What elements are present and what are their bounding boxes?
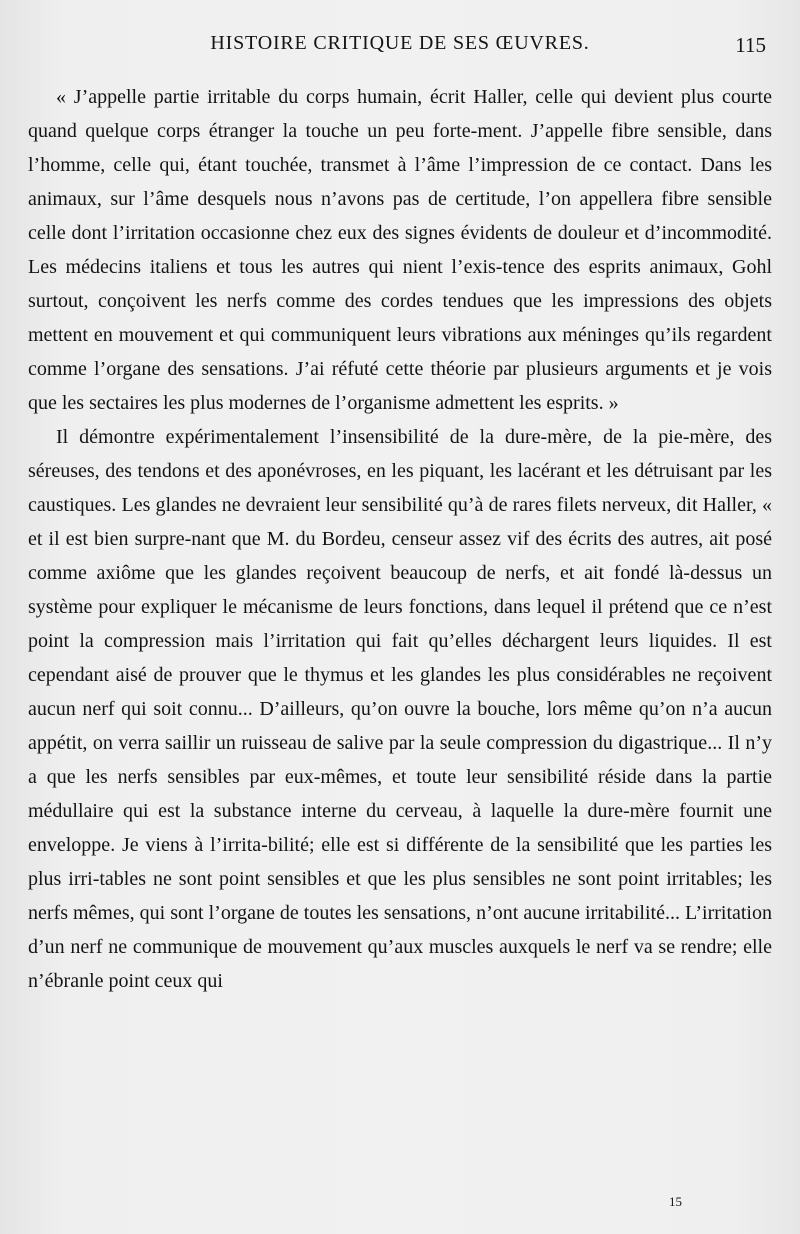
running-title: HISTOIRE CRITIQUE DE SES ŒUVRES. — [210, 32, 590, 54]
page-number: 115 — [735, 33, 766, 57]
signature-mark: 15 — [669, 1194, 682, 1209]
body-paragraph: Il démontre expérimentalement l’insensibilité de la dure-mère, de la pie-mère, des séreuses, des tendons et des aponévroses, en les piquant, les lacérant et les détruisant par les caustiques. Les glandes ne devraient leur sensibilité qu’à de rares filets nerveux, dit Haller, « et il est bien surpre-nant que M. du Bordeu, censeur assez vif des écrits des autres, ait posé comme axiôme que les glandes reçoivent beaucoup de nerfs, et ait fondé là-dessus un système pour expliquer le mécanisme de leurs fonctions, dans lequel il prétend que ce n’est point la compression mais l’irritation qui fait qu’elles déchargent leurs liquides. Il est cependant aisé de prouver que le thymus et les glandes les plus considérables ne reçoivent aucun nerf qui soit connu... D’ailleurs, qu’on ouvre la bouche, lors même qu’on n’a aucun appétit, on verra saillir un ruisseau de salive par la seule compression du digastrique... Il n’y a que les nerfs sensibles par eux-mêmes, et toute leur sensibilité réside dans la partie médullaire qui est la substance interne du cerveau, à laquelle la dure-mère fournit une enveloppe. Je viens à l’irrita-bilité; elle est si différente de la sensibilité que les parties les plus irri-tables ne sont point sensibles et que les plus sensibles ne sont point irritables; les nerfs mêmes, qui sont l’organe de toutes les sensations, n’ont aucune irritabilité... L’irritation d’un nerf ne communique de mouvement qu’aux muscles auxquels le nerf va se rendre; elle n’ébranle point ceux qui — [28, 426, 772, 992]
text-block — [28, 80, 772, 998]
quoted-paragraph: « J’appelle partie irritable du corps humain, écrit Haller, celle qui devient plus courte quand quelque corps étranger la touche un peu forte-ment. J’appelle fibre sensible, dans l’homme, celle qui, étant touchée, transmet à l’âme l’impression de ce contact. Dans les animaux, sur l’âme desquels nous n’avons pas de certitude, l’on appellera fibre sensible celle dont l’irritation occasionne chez eux des signes évidents de douleur et d’incommodité. Les médecins italiens et tous les autres qui nient l’exis-tence des esprits animaux, Gohl surtout, conçoivent les nerfs comme des cordes tendues que les impressions des objets mettent en mouvement et qui communiquent leurs vibrations aux méninges qu’ils regardent comme l’organe des sensations. J’ai réfuté cette théorie par plusieurs arguments et je vois que les sectaires les plus modernes de l’organisme admettent les esprits. » — [28, 86, 772, 414]
running-head — [28, 32, 772, 62]
